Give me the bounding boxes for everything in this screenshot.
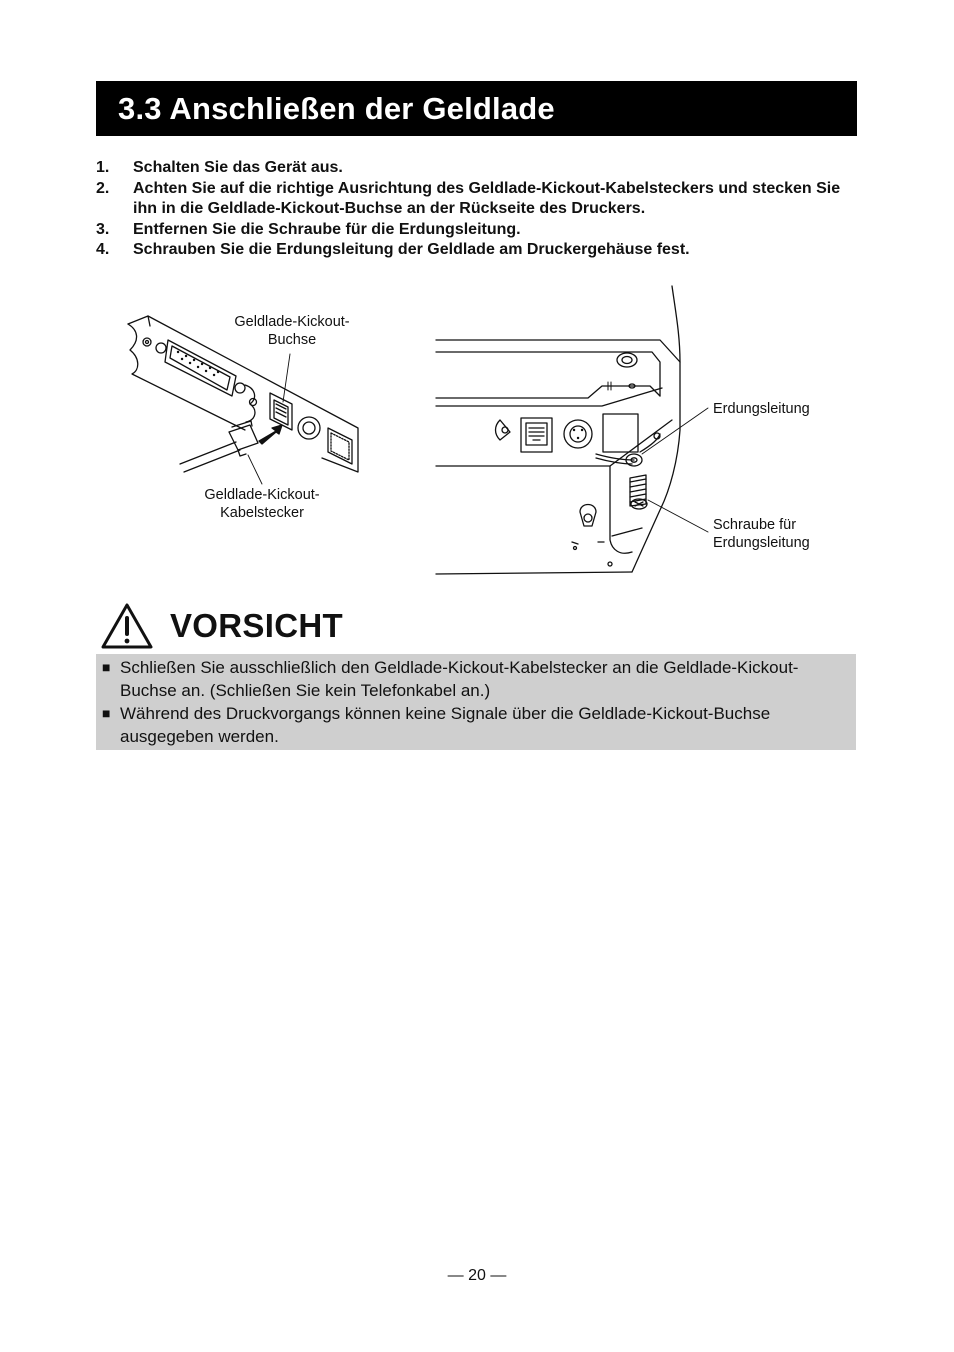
step-text: Schalten Sie das Gerät aus. [133, 159, 343, 176]
step-number: 4. [96, 241, 110, 258]
step-item [96, 158, 856, 179]
step-text: Entfernen Sie die Schraube für die Erdungsleitung. [133, 220, 521, 238]
label-ground-wire: Erdungsleitung [713, 401, 810, 417]
label-ground-screw: Schraube für Erdungsleitung [713, 517, 810, 551]
printer-base-drawing [436, 286, 708, 574]
step-text: Schrauben Sie die Erdungsleitung der Geldlade am Druckergehäuse fest. [133, 241, 690, 258]
step-text: Achten Sie auf die richtige Ausrichtung des Geldlade-Kickout-Kabelsteckers und stecken Sie ihn in die Geldlade-Kickout-Buchse an der Rückseite des Druckers. [133, 179, 841, 217]
connection-illustration [0, 280, 954, 580]
label-kickout-socket: Geldlade-Kickout- Buchse [234, 314, 350, 348]
section-title-bar [96, 81, 857, 136]
instruction-steps [96, 158, 856, 261]
section-title: 3.3 Anschließen der Geldlade [118, 90, 555, 126]
label-kickout-plug: Geldlade-Kickout- Kabelstecker [204, 487, 320, 521]
caution-text: Während des Druckvorgangs können keine Signale über die Geldlade-Kickout-Buchse ausgegeben werden. [120, 704, 771, 746]
step-item [96, 220, 856, 241]
warning-triangle-icon [100, 602, 154, 650]
caution-item [102, 702, 850, 748]
caution-box [96, 654, 856, 750]
page-number: — 20 — [447, 1267, 507, 1284]
step-number: 2. [96, 179, 110, 197]
caution-item [102, 656, 850, 702]
square-bullet-icon: ■ [102, 659, 111, 675]
connection-figure [0, 280, 954, 580]
step-item [96, 240, 856, 261]
caution-heading [100, 600, 343, 652]
caution-text: Schließen Sie ausschließlich den Geldlade-Kickout-Kabelstecker an die Geldlade-Kickout-Buchse an. (Schließen Sie kein Telefonkabel an.) [120, 658, 799, 700]
step-item [96, 179, 856, 220]
step-number: 3. [96, 220, 110, 238]
caution-title: VORSICHT [170, 607, 343, 644]
square-bullet-icon: ■ [102, 705, 111, 721]
step-number: 1. [96, 159, 110, 176]
